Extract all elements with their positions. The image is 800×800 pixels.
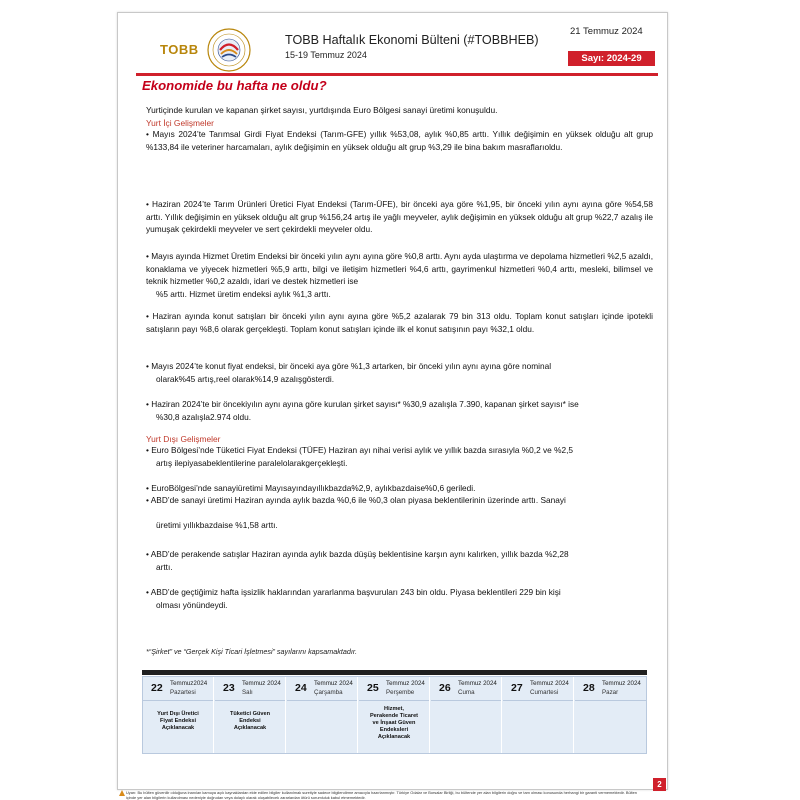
calendar-day-24: 24 Temmuz 2024 Çarşamba <box>287 677 358 753</box>
foreign-item-3-cont: üretimi yıllıkbazdaise %1,58 arttı. <box>156 520 278 530</box>
foreign-heading: Yurt Dışı Gelişmeler <box>146 434 221 444</box>
weekly-calendar <box>142 676 647 754</box>
domestic-heading: Yurt İçi Gelişmeler <box>146 118 214 128</box>
calendar-day-26: 26 Temmuz 2024 Cuma <box>431 677 502 753</box>
tobb-seal-icon <box>206 27 252 73</box>
calendar-day-25: 25 Temmuz 2024 Perşembe Hizmet, Perakende Ticaret ve İnşaat Güven Endeksleri Açıklanacak <box>359 677 430 753</box>
publish-date: 21 Temmuz 2024 <box>570 26 643 37</box>
intro-text: Yurtiçinde kurulan ve kapanan şirket sayısı, yurtdışında Euro Bölgesi sanayi üretimi konuşuldu. <box>146 105 498 115</box>
tobb-logo-text: TOBB <box>160 42 199 57</box>
bulletin-page <box>117 12 668 800</box>
foreign-item-5: • ABD’de geçtiğimiz hafta işsizlik haklarından yararlanma başvuruları 243 bin oldu. Piyasa beklentileri 229 bin kişi olması yönündeydi. <box>146 587 561 610</box>
calendar-event: Tüketici Güven Endeksi Açıklanacak <box>229 711 271 731</box>
calendar-topbar <box>142 670 647 675</box>
footnote: *“Şirket” ve “Gerçek Kişi Ticari İşletmesi” sayılarını kapsamaktadır. <box>146 647 357 656</box>
domestic-item-6: • Haziran 2024’te bir öncekiyılın aynı ayına göre kurulan şirket sayısı* %30,9 azalışla 7.390, kapanan şirket sayısı* ise %30,8 azalışla2.974 oldu. <box>146 399 579 422</box>
calendar-day-22: 22 Temmuz2024 Pazartesi Yurt Dışı Üretici Fiyat Endeksi Açıklanacak <box>143 677 214 753</box>
domestic-item-5: • Mayıs 2024’te konut fiyat endeksi, bir önceki aya göre %1,3 artarken, bir önceki yılın aynı ayına göre nominal olarak%45 artış,reel olarak%14,9 azalışgösterdi. <box>146 361 552 384</box>
header-divider <box>136 73 658 76</box>
foreign-item-3: • ABD’de sanayi üretimi Haziran ayında aylık bazda %0,6 ile %0,3 olan piyasa beklentilerinin üzerinde arttı. Sanayi <box>146 495 566 505</box>
disclaimer: Uyarı: Bu bülten güvenilir olduğuna inanılan kamuya açık kaynaklardan elde edilen bilgiler kullanılmak suretiyle sadece bilgilendirme amacıyla hazırlanmıştır. Türkiye Odalar ve Borsalar Birliği, bu bültende yer alan bilgilerin doğru ve tam olması konusunda herhangi bir garanti vermemektedir. Bülten içinde yer alan bilgilerin kullanılması nedeniyle doğrudan veya dolaylı olarak oluşabilecek zararlardan ötürü sorumluluk kabul etmemektedir. <box>126 790 637 800</box>
calendar-event: Hizmet, Perakende Ticaret ve İnşaat Güven Endeksleri Açıklanacak <box>369 706 419 740</box>
calendar-event: Yurt Dışı Üretici Fiyat Endeksi Açıklanacak <box>157 711 199 731</box>
section-heading: Ekonomide bu hafta ne oldu? <box>142 78 327 93</box>
domestic-item-3: • Mayıs ayında Hizmet Üretim Endeksi bir önceki yılın aynı ayına göre %0,8 arttı. Aynı ayda ulaştırma ve depolama hizmetleri %2,5 azaldı, konaklama ve yiyecek hizmetleri %5,9 arttı, bilgi ve iletişim hizmetleri %4,6 arttı, gayrimenkul hizmetleri %0,4 arttı, mesleki, bilimsel ve teknik hizmetler %0,2 azaldı, idari ve destek hizmetleri ise %5 arttı. Hizmet üretim endeksi aylık %1,3 arttı. <box>146 251 653 299</box>
date-range: 15-19 Temmuz 2024 <box>285 50 367 60</box>
domestic-item-1: • Mayıs 2024’te Tarımsal Girdi Fiyat Endeksi (Tarım-GFE) yıllık %53,08, aylık %0,85 arttı. Yıllık değişimin en yüksek olduğu alt grup %133,84 ile veteriner harcamaları, aylık değişimin en yüksek olduğu alt grup %3,29 ile bina bakım masraflarıoldu. <box>146 129 653 152</box>
calendar-day-28: 28 Temmuz 2024 Pazar <box>575 677 646 753</box>
calendar-day-23: 23 Temmuz 2024 Salı Tüketici Güven Endeksi Açıklanacak <box>215 677 286 753</box>
foreign-item-2: • EuroBölgesi’nde sanayiüretimi Mayısayındayıllıkbazda%2,9, aylıkbazdaise%0,6 geriledi. <box>146 483 476 493</box>
page-number: 2 <box>653 778 666 791</box>
domestic-item-4: • Haziran ayında konut satışları bir önceki yılın aynı ayına göre %5,2 azalarak 79 bin 313 oldu. Toplam konut satışları içinde ipotekli satışların payı %8,6 olarak gerçekleşti. Toplam konut satışları içinde ilk el konut satışının payı %32,1 oldu. <box>146 311 653 334</box>
bulletin-title: TOBB Haftalık Ekonomi Bülteni (#TOBBHEB) <box>285 33 539 47</box>
foreign-item-4: • ABD’de perakende satışlar Haziran ayında aylık bazda düşüş beklentisine karşın aynı kalırken, yıllık bazda %2,28 arttı. <box>146 549 569 572</box>
calendar-day-27: 27 Temmuz 2024 Cumartesi <box>503 677 574 753</box>
domestic-item-2: • Haziran 2024’te Tarım Ürünleri Üretici Fiyat Endeksi (Tarım-ÜFE), bir önceki aya göre %1,95, bir önceki yılın aynı ayına göre %54,58 arttı. Yıllık değişimin en yüksek olduğu alt grup %156,24 artış ile yağlı meyveler, aylık değişimin en yüksek olduğu alt grup %22,7 azalış ile yumuşak çekirdekli meyveler ve sert çekirdekli meyveler oldu. <box>146 199 653 234</box>
warning-icon <box>119 790 125 796</box>
foreign-item-1: • Euro Bölgesi’nde Tüketici Fiyat Endeksi (TÜFE) Haziran ayı nihai verisi aylık ve yıllık bazda sırasıyla %0,2 ve %2,5 artış ilepiyasabeklentilerine paralelolarakgerçekleşti. <box>146 445 573 468</box>
issue-badge: Sayı: 2024-29 <box>568 51 655 66</box>
